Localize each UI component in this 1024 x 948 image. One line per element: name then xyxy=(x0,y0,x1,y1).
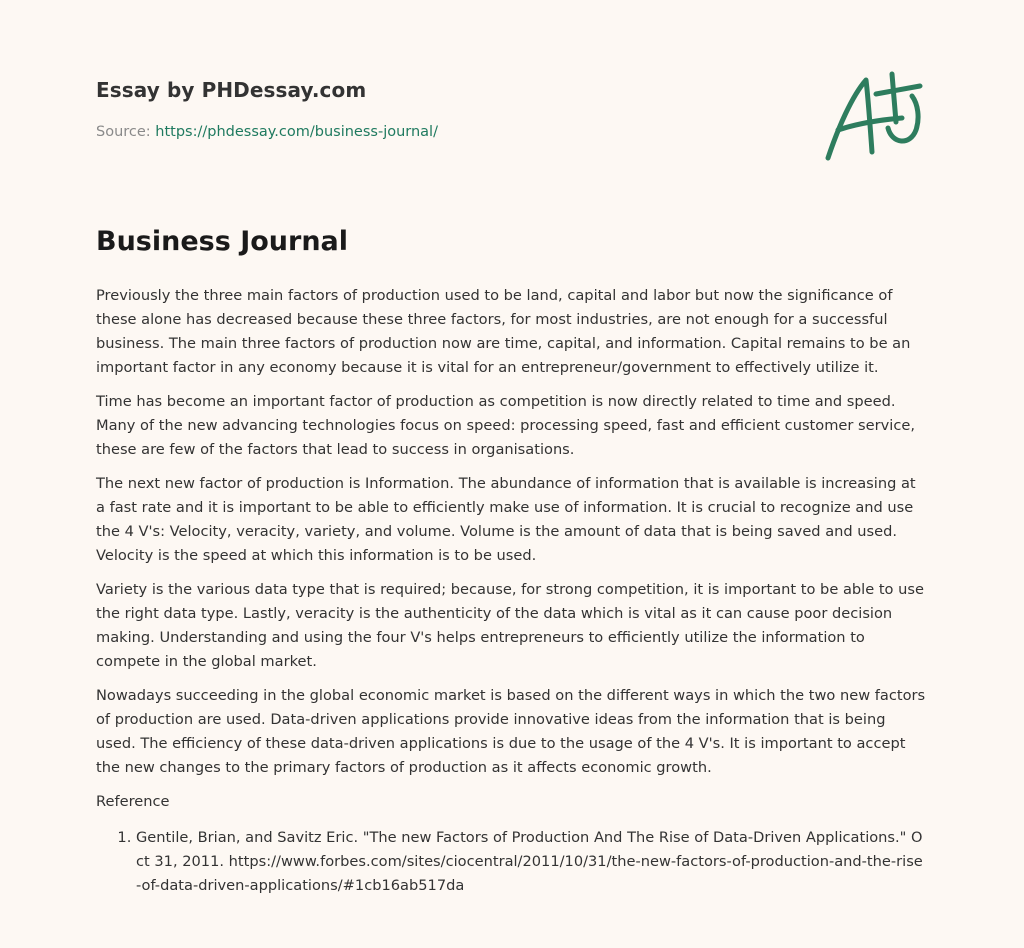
essay-paragraph: Time has become an important factor of production as competition is now directly related to time and speed. Many of the new advancing technologies focus on speed: processing speed, fast and efficient customer service, these are few of the factors that lead to success in organisations. xyxy=(96,393,915,458)
reference-list xyxy=(96,826,926,898)
page-header xyxy=(96,0,926,190)
reference-item: 1. Gentile, Brian, and Savitz Eric. "The new Factors of Production And The Rise of Data-Driven Applications." Oct 31, 2011. https://www.forbes.com/sites/ciocentral/2011/10/31/the-new-factors-of-production-and-the-rise-of-data-driven-applications/#1cb16ab517da xyxy=(136,826,926,898)
reference-heading: Reference xyxy=(96,793,170,810)
essay-body xyxy=(96,284,926,898)
a-plus-logo-icon xyxy=(822,66,926,166)
essay-title: Business Journal xyxy=(96,226,349,257)
source-line xyxy=(96,124,438,140)
source-label: Source: xyxy=(96,124,151,140)
essay-paragraph: The next new factor of production is Information. The abundance of information that is available is increasing at a fast rate and it is important to be able to efficiently make use of information. It is crucial to recognize and use the 4 V's: Velocity, veracity, variety, and volume. Volume is the amount of data that is being saved and used. Velocity is the speed at which this information is to be used. xyxy=(96,475,916,564)
essay-paragraph: Previously the three main factors of production used to be land, capital and labor but now the significance of these alone has decreased because these three factors, for most industries, are not enough for a successful business. The main three factors of production now are time, capital, and information. Capital remains to be an important factor in any economy because it is vital for an entrepreneur/government to effectively utilize it. xyxy=(96,287,911,376)
source-link[interactable]: https://phdessay.com/business-journal/ xyxy=(155,124,438,140)
essay-paragraph: Variety is the various data type that is required; because, for strong competition, it is important to be able to use the right data type. Lastly, veracity is the authenticity of the data which is vital as it can cause poor decision making. Understanding and using the four V's helps entrepreneurs to efficiently utilize the information to compete in the global market. xyxy=(96,581,924,670)
site-title: Essay by PHDessay.com xyxy=(96,78,367,102)
essay-page xyxy=(96,0,926,894)
essay-paragraph: Nowadays succeeding in the global economic market is based on the different ways in which the two new factors of production are used. Data-driven applications provide innovative ideas from the information that is being used. The efficiency of these data-driven applications is due to the usage of the 4 V's. It is important to accept the new changes to the primary factors of production as it affects economic growth. xyxy=(96,687,926,776)
